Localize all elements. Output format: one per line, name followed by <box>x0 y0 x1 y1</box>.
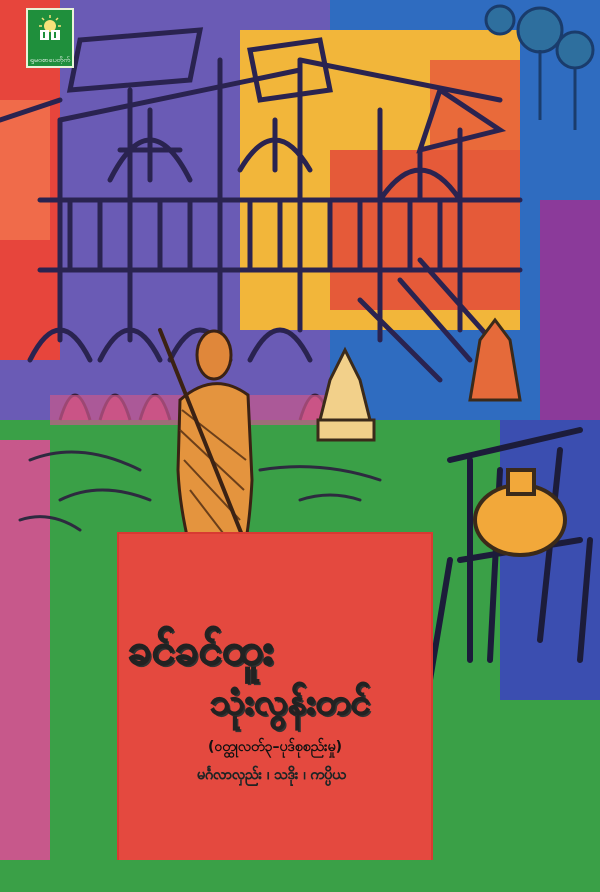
book-subtitle: သုံးလွန်းတင် <box>210 682 371 723</box>
sun-book-icon <box>34 14 66 42</box>
book-title: ခင်ခင်ထူး <box>128 625 274 674</box>
book-credits: မင်္ဂလာလှည်း ၊ သဒိုး ၊ ကပ္ပိယ <box>197 767 346 783</box>
publisher-logo <box>26 8 74 68</box>
publisher-name: ရှုမဝစာပေတိုက် <box>29 56 71 64</box>
book-note: (ဝတ္ထုလတ်၃–ပုဒ်စုစည်းမှု) <box>208 739 343 755</box>
